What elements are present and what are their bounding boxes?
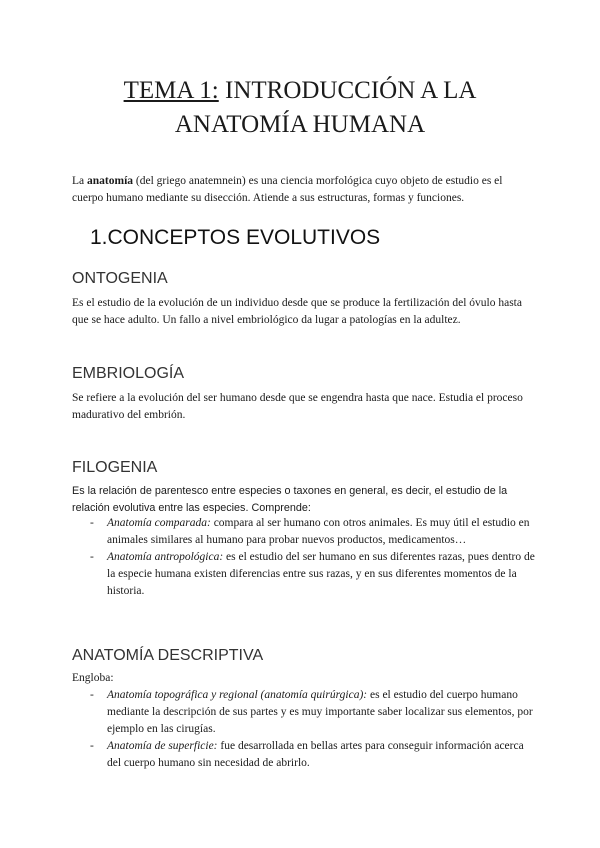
heading-anatomia-descriptiva: ANATOMÍA DESCRIPTIVA [72, 647, 264, 664]
intro-bold-term: anatomía [87, 175, 134, 187]
list-dash: - [90, 517, 94, 529]
intro-pre: La [72, 175, 88, 187]
filogenia-text: Es la relación de parentesco entre especies o taxones en general, es decir, el estudio de la relación evolutiva entre las especies. Comprende: [72, 485, 508, 514]
descriptiva-list [90, 687, 535, 772]
section-heading-conceptos: 1.CONCEPTOS EVOLUTIVOS [90, 226, 381, 249]
list-item [90, 515, 535, 549]
heading-ontogenia: ONTOGENIA [72, 270, 168, 287]
list-dash: - [90, 689, 94, 701]
list-item [90, 687, 535, 738]
list-term: Anatomía comparada: [107, 517, 211, 529]
title-rest: INTRODUCCIÓN A LA [218, 77, 477, 104]
embriologia-text: Se refiere a la evolución del ser humano desde que se engendra hasta que nace. Estudia el proceso madurativo del embrión. [72, 392, 523, 421]
ontogenia-text: Es el estudio de la evolución de un individuo desde que se produce la fertilización del óvulo hasta que se hace adulto. Un fallo a nivel embriológico da lugar a patologías en la adultez. [72, 297, 522, 326]
list-term: Anatomía antropológica: [107, 551, 224, 563]
list-item [90, 549, 535, 600]
page-title [0, 74, 600, 142]
list-desc: fue desarrollada en bellas artes para conseguir información acerca del cuerpo humano sin necesidad de abrirlo. [107, 740, 524, 769]
heading-embriologia: EMBRIOLOGÍA [72, 365, 185, 382]
heading-filogenia: FILOGENIA [72, 459, 158, 476]
list-desc: compara al ser humano con otros animales. Es muy útil el estudio en animales similares al humano para probar nuevos productos, medicamentos… [107, 517, 530, 546]
list-dash: - [90, 740, 94, 752]
title-line-2: ANATOMÍA HUMANA [174, 111, 426, 138]
list-desc: es el estudio del cuerpo humano mediante la descripción de sus partes y es muy importante saber localizar sus elementos, por ejemplo en las cirugías. [107, 689, 533, 735]
list-term: Anatomía de superficie: [107, 740, 218, 752]
list-dash: - [90, 551, 94, 563]
list-item [90, 738, 535, 772]
intro-post: (del griego anatemnein) es una ciencia morfológica cuyo objeto de estudio es el cuerpo humano mediante su disección. Atiende a sus estructuras, formas y funciones. [72, 175, 503, 204]
list-term: Anatomía topográfica y regional (anatomía quirúrgica): [107, 689, 368, 701]
intro-paragraph [72, 173, 532, 207]
title-underlined: TEMA 1: [123, 77, 219, 104]
filogenia-list [90, 515, 535, 600]
list-desc: es el estudio del ser humano en sus diferentes razas, pues dentro de la especie humana existen diferencias entre sus razas, y en sus diferentes momentos de la historia. [107, 551, 535, 597]
descriptiva-text: Engloba: [72, 672, 114, 684]
